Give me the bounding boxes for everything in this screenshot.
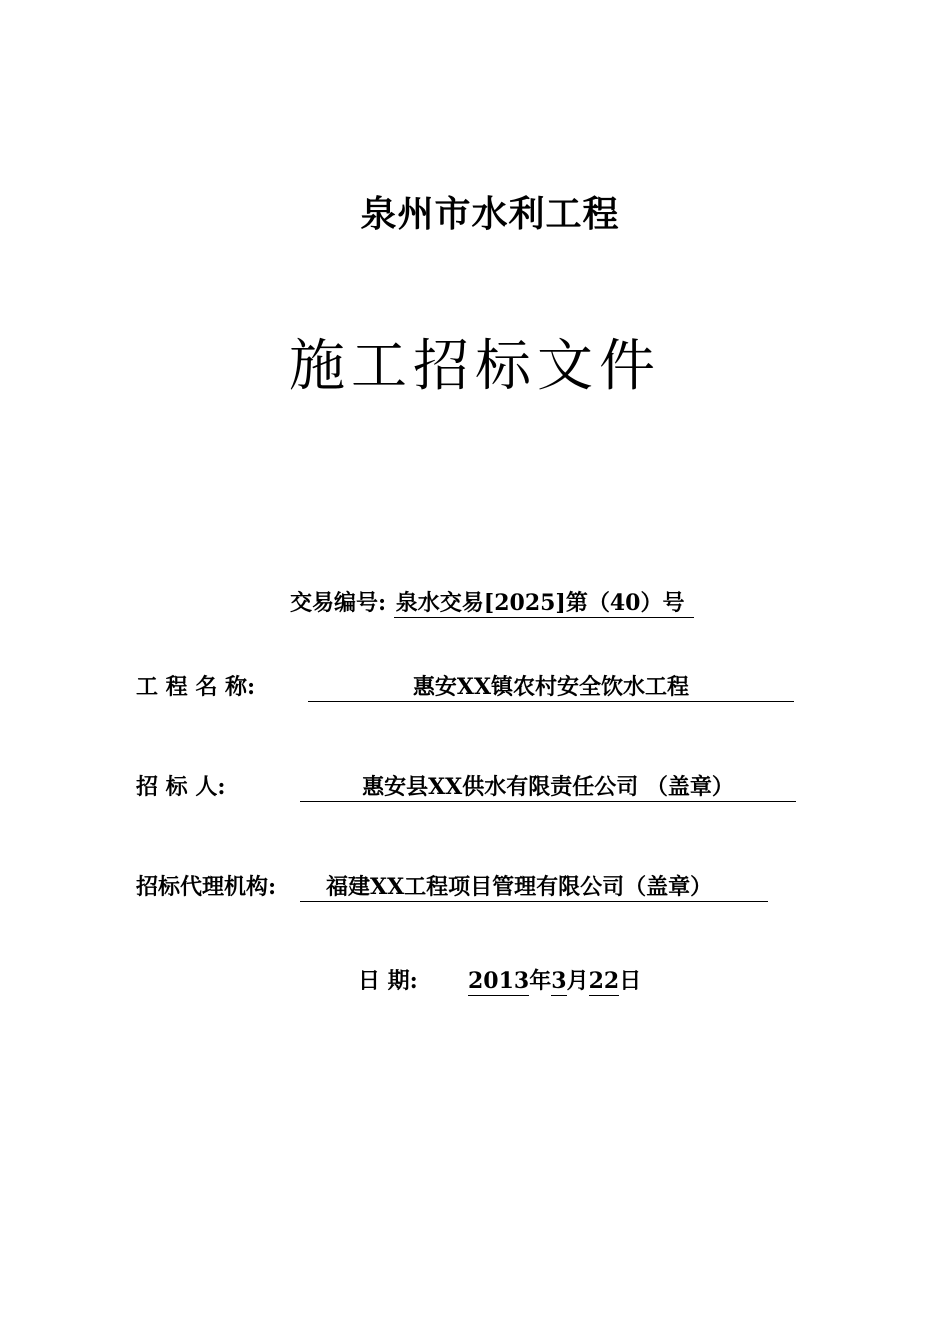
date-row bbox=[358, 966, 641, 996]
date-year: 2013 bbox=[468, 968, 530, 994]
document-subtitle: 施工招标文件 bbox=[289, 334, 661, 399]
tenderer-label: 招 标 人: bbox=[136, 774, 226, 800]
tenderer-row bbox=[136, 772, 796, 802]
date-day: 22 bbox=[588, 968, 620, 994]
date-label: 日 期: bbox=[358, 968, 418, 994]
tenderer-value: 惠安县XX供水有限责任公司 （盖章） bbox=[300, 773, 796, 802]
tender-agency-row bbox=[136, 872, 768, 902]
date-year-unit: 年 bbox=[529, 968, 552, 994]
project-name-value: 惠安XX镇农村安全饮水工程 bbox=[308, 673, 794, 702]
date-month: 3 bbox=[551, 968, 567, 994]
tender-agency-value: 福建XX工程项目管理有限公司（盖章） bbox=[300, 873, 768, 902]
transaction-number-label: 交易编号: bbox=[290, 590, 387, 616]
transaction-number-value: 泉水交易[2025]第（40）号 bbox=[394, 589, 694, 618]
date-day-unit: 日 bbox=[619, 968, 642, 994]
project-name-label: 工 程 名 称: bbox=[136, 674, 256, 700]
transaction-number-row bbox=[290, 588, 694, 618]
date-month-unit: 月 bbox=[566, 968, 589, 994]
document-title: 泉州市水利工程 bbox=[360, 194, 620, 235]
project-name-row bbox=[136, 672, 794, 702]
tender-agency-label: 招标代理机构: bbox=[136, 874, 277, 900]
